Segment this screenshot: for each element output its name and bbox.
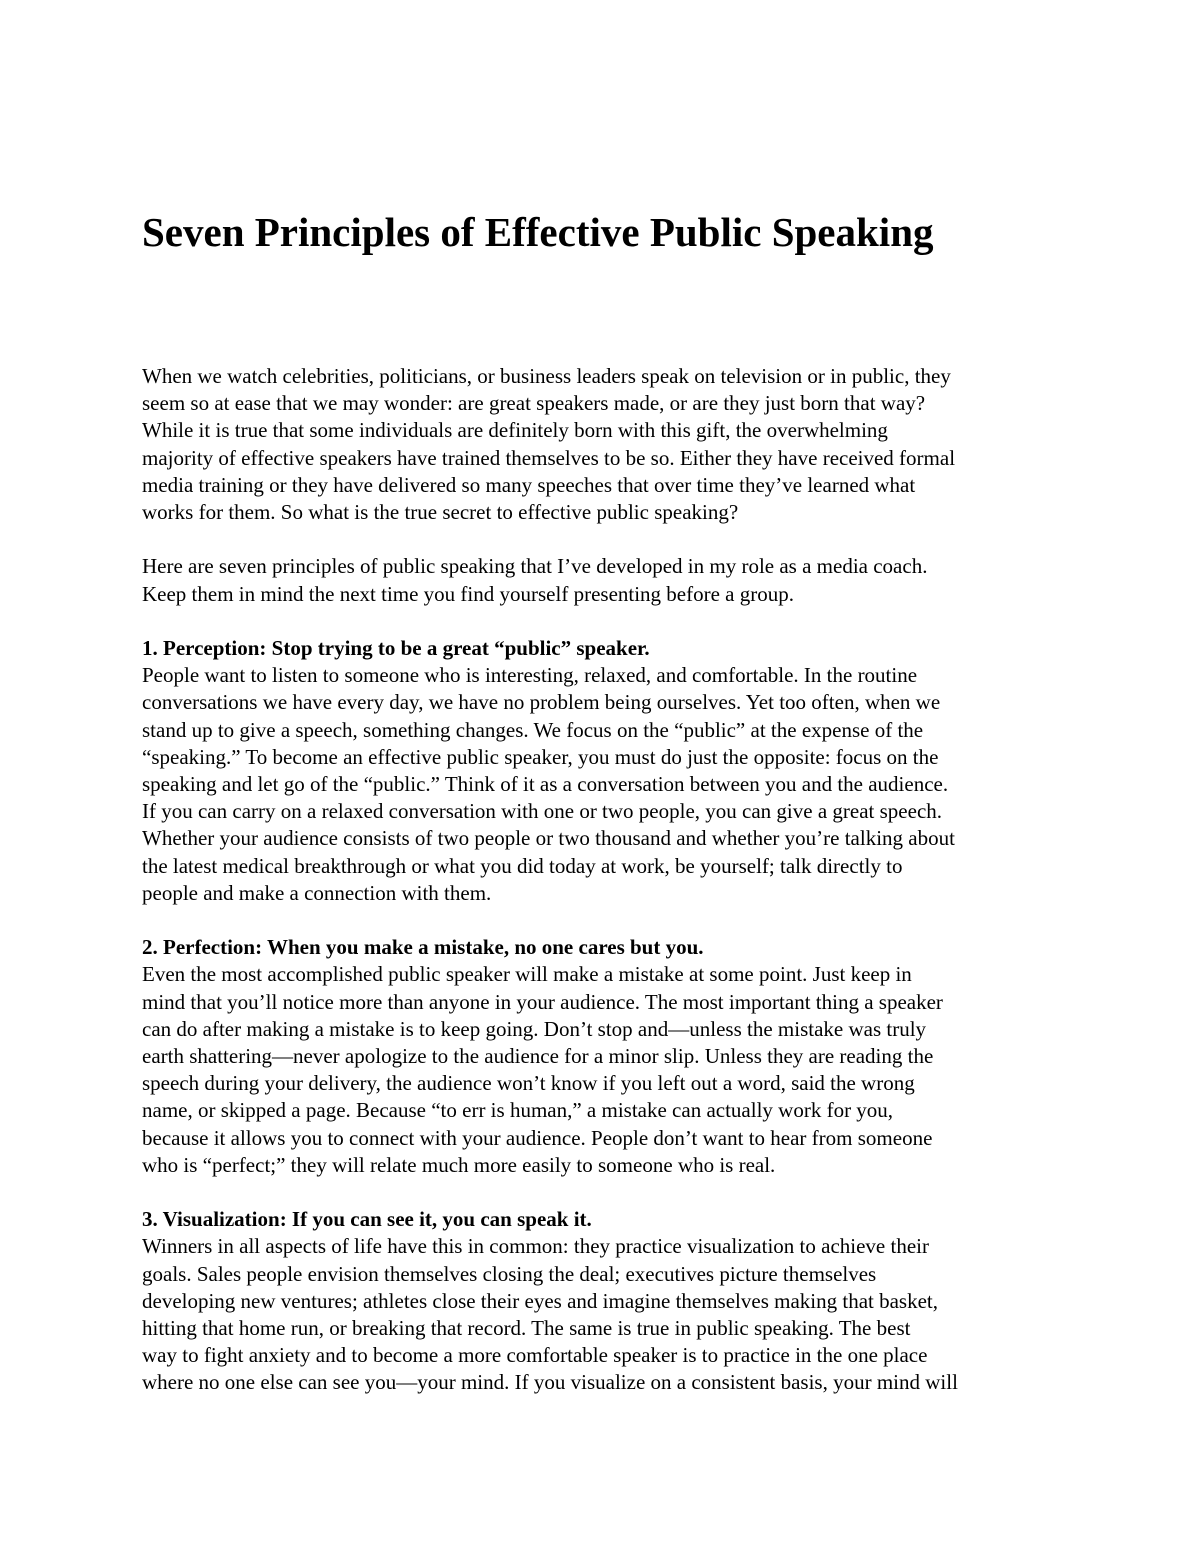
- principle-section-1: [142, 635, 1062, 907]
- principle-heading: 1. Perception: Stop trying to be a great “public” speaker.: [142, 636, 650, 660]
- text-line: goals. Sales people envision themselves closing the deal; executives picture themselves: [142, 1261, 877, 1286]
- text-line: stand up to give a speech, something changes. We focus on the “public” at the expense of the: [142, 717, 924, 742]
- text-line: because it allows you to connect with your audience. People don’t want to hear from someone: [142, 1125, 933, 1150]
- text-line: “speaking.” To become an effective public speaker, you must do just the opposite: focus on the: [142, 744, 939, 769]
- lead-in-paragraph: [142, 553, 1062, 607]
- text-line: hitting that home run, or breaking that record. The same is true in public speaking. The best: [142, 1316, 911, 1341]
- text-line: can do after making a mistake is to keep going. Don’t stop and—unless the mistake was truly: [142, 1016, 927, 1041]
- text-line: Whether your audience consists of two people or two thousand and whether you’re talking about: [142, 826, 955, 851]
- text-line: works for them. So what is the true secret to effective public speaking?: [142, 500, 739, 525]
- document-title: Seven Principles of Effective Public Speaking: [142, 209, 934, 255]
- text-line: media training or they have delivered so many speeches that over time they’ve learned what: [142, 472, 916, 497]
- text-line: People want to listen to someone who is interesting, relaxed, and comfortable. In the routine: [142, 663, 918, 688]
- text-line: Here are seven principles of public speaking that I’ve developed in my role as a media coach.: [142, 554, 928, 579]
- principle-heading: 2. Perfection: When you make a mistake, no one cares but you.: [142, 935, 704, 960]
- text-line: where no one else can see you—your mind. If you visualize on a consistent basis, your mind will: [142, 1370, 958, 1395]
- text-line: seem so at ease that we may wonder: are great speakers made, or are they just born that way?: [142, 391, 926, 416]
- text-line: If you can carry on a relaxed conversation with one or two people, you can give a great speech.: [142, 799, 943, 824]
- principle-heading: 3. Visualization: If you can see it, you can speak it.: [142, 1207, 592, 1232]
- text-line: When we watch celebrities, politicians, or business leaders speak on television or in public, they: [142, 364, 951, 388]
- text-line: conversations we have every day, we have no problem being ourselves. Yet too often, when we: [142, 690, 941, 715]
- text-line: who is “perfect;” they will relate much more easily to someone who is real.: [142, 1152, 776, 1177]
- text-line: speech during your delivery, the audience won’t know if you left out a word, said the wrong: [142, 1071, 915, 1096]
- text-line: earth shattering—never apologize to the audience for a minor slip. Unless they are reading the: [142, 1044, 934, 1069]
- intro-paragraph: [142, 363, 1062, 526]
- text-line: Even the most accomplished public speaker will make a mistake at some point. Just keep in: [142, 962, 912, 987]
- text-line: speaking and let go of the “public.” Think of it as a conversation between you and the audience.: [142, 772, 949, 797]
- text-line: name, or skipped a page. Because “to err is human,” a mistake can actually work for you,: [142, 1098, 894, 1123]
- principle-section-2: [142, 934, 1062, 1179]
- text-line: majority of effective speakers have trained themselves to be so. Either they have received formal: [142, 445, 956, 470]
- text-line: way to fight anxiety and to become a more comfortable speaker is to practice in the one place: [142, 1343, 928, 1368]
- text-line: people and make a connection with them.: [142, 880, 492, 905]
- text-line: Keep them in mind the next time you find yourself presenting before a group.: [142, 581, 794, 606]
- text-line: Winners in all aspects of life have this in common: they practice visualization to achieve their: [142, 1234, 929, 1259]
- text-line: mind that you’ll notice more than anyone in your audience. The most important thing a speaker: [142, 989, 943, 1014]
- text-line: developing new ventures; athletes close their eyes and imagine themselves making that basket,: [142, 1288, 939, 1313]
- principle-section-3: [142, 1206, 1062, 1396]
- text-line: the latest medical breakthrough or what you did today at work, be yourself; talk directly to: [142, 853, 903, 878]
- text-line: While it is true that some individuals are definitely born with this gift, the overwhelming: [142, 418, 888, 443]
- document-body: [142, 363, 1062, 1424]
